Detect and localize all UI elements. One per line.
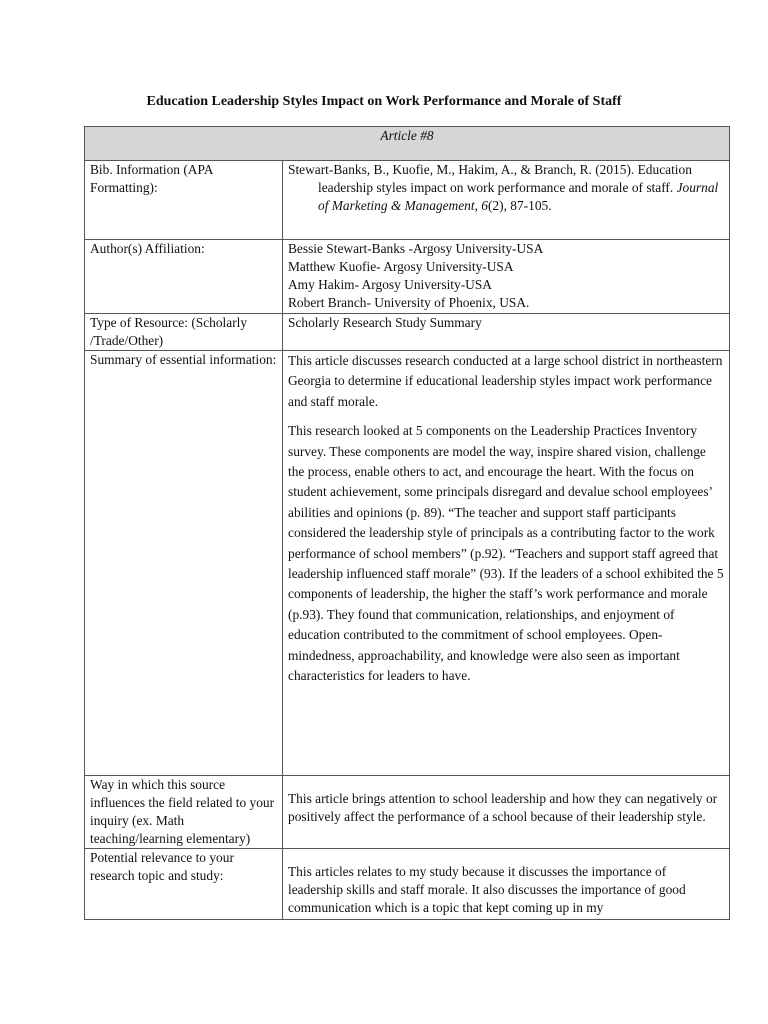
bib-citation: Stewart-Banks, B., Kuofie, M., Hakim, A., & Branch, R. (2015). Education leadership styles impact on work performance and morale of staff. Journal of Marketing & Management, 6(2), 87-105.: [283, 161, 730, 240]
influence-label: Way in which this source influences the field related to your inquiry (ex. Math teaching/learning elementary): [85, 776, 283, 849]
affiliation-author: Amy Hakim- Argosy University-USA: [288, 277, 492, 292]
citation-journal: Journal of Marketing & Management: [318, 180, 719, 213]
affiliation-label: Author(s) Affiliation:: [85, 240, 283, 314]
citation-volume: 6: [481, 198, 488, 213]
page-title: Education Leadership Styles Impact on Work Performance and Morale of Staff: [146, 94, 622, 109]
table-row: [85, 314, 730, 351]
summary-label: Summary of essential information:: [85, 351, 283, 776]
article-label: Article #8: [85, 127, 730, 161]
table-row: [85, 240, 730, 314]
affiliation-author: Robert Branch- University of Phoenix, USA.: [288, 295, 530, 310]
article-header-row: [85, 127, 730, 161]
citation-issue-pages: (2), 87-105.: [487, 198, 552, 213]
table-row: [85, 776, 730, 849]
table-row: [85, 849, 730, 920]
affiliation-author: Bessie Stewart-Banks -Argosy University-USA: [288, 241, 544, 256]
summary-content: [283, 351, 730, 776]
spacer: [288, 776, 724, 790]
influence-value: [283, 776, 730, 849]
affiliation-list: [283, 240, 730, 314]
citation-authors: Stewart-Banks, B., Kuofie, M., Hakim, A., & Branch, R. (2015).: [288, 162, 635, 177]
bib-label: Bib. Information (APA Formatting):: [85, 161, 283, 240]
summary-paragraph: This research looked at 5 components on the Leadership Practices Inventory survey. These components are model the way, inspire shared vision, challenge the process, enable others to act, and encourage the heart. With the focus on student achievement, some principals disregard and devalue school employees’ abilities and opinions (p. 89). “The teacher and support staff participants considered the leadership style of principals as a contributing factor to the work performance of school members” (p.92). “Teachers and support staff agreed that leadership influenced staff morale” (93). If the leaders of a school exhibited the 5 components of leadership, the higher the staff’s work performance and morale (p.93). They found that communication, relationships, and enjoyment of education contributed to the commitment of school employees. Open-mindedness, approachability, and knowledge were also seen as important characteristics for leaders to have.: [288, 423, 724, 684]
resource-value: Scholarly Research Study Summary: [283, 314, 730, 351]
article-table: [84, 126, 730, 920]
relevance-value: [283, 849, 730, 920]
table-row: [85, 351, 730, 776]
summary-paragraph: This article discusses research conducted at a large school district in northeastern Georgia to determine if educational leadership styles impact work performance and staff morale.: [288, 353, 723, 409]
citation-title: Education leadership styles impact on work performance and morale of staff.: [318, 162, 692, 195]
spacer: [288, 849, 724, 863]
resource-label: Type of Resource: (Scholarly /Trade/Other): [85, 314, 283, 351]
relevance-label: Potential relevance to your research topic and study:: [85, 849, 283, 920]
table-row: [85, 161, 730, 240]
influence-text: This article brings attention to school leadership and how they can negatively or positively affect the performance of a school because of their leadership style.: [288, 791, 718, 824]
affiliation-author: Matthew Kuofie- Argosy University-USA: [288, 259, 514, 274]
relevance-text: This articles relates to my study because it discusses the importance of leadership skills and staff morale. It also discusses the importance of good communication which is a topic that kept coming up in my: [288, 864, 686, 915]
